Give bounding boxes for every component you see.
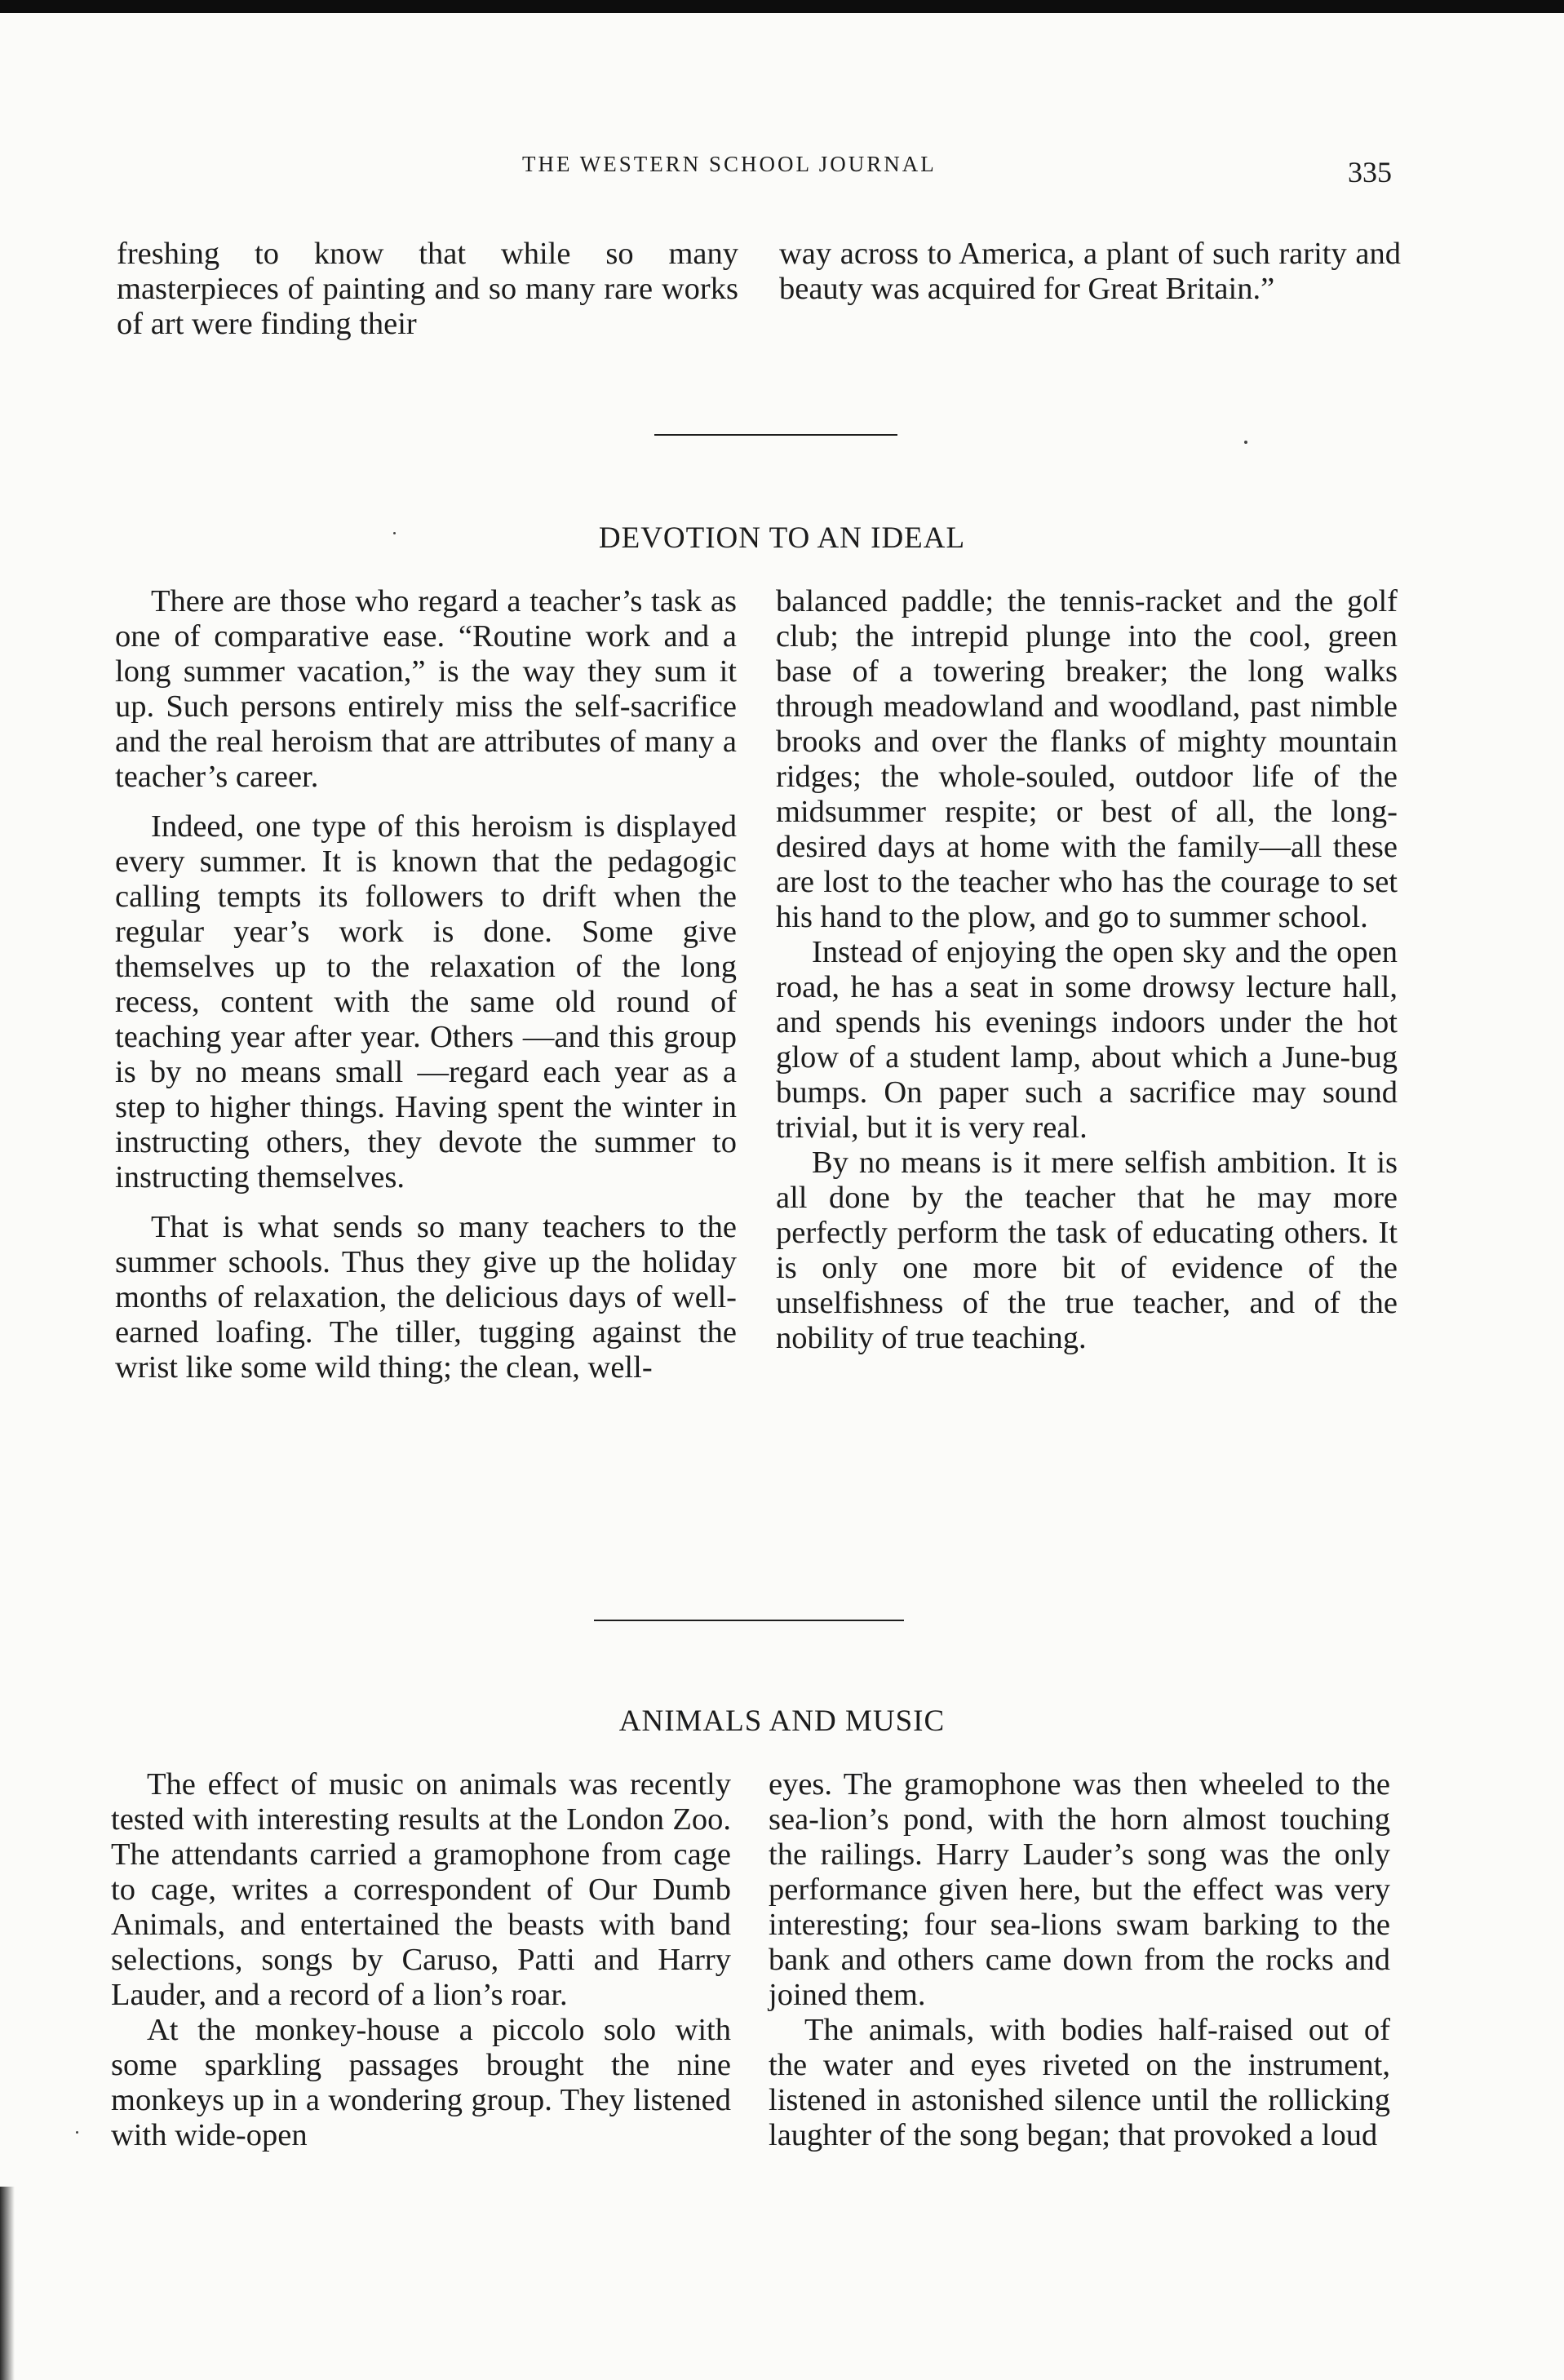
intro-left-column (117, 237, 738, 342)
devotion-paragraph: That is what sends so many teachers to the summer schools. Thus they give up the holiday months of relaxation, the delicious days of well-earned loafing. The tiller, tugging against the wrist like some wild thing; the clean, well- (115, 1210, 737, 1385)
section-divider (654, 434, 897, 436)
devotion-right-column (776, 584, 1398, 1356)
devotion-paragraph: There are those who regard a teacher’s task as one of comparative ease. “Routine work and a long summer vacation,” is the way they sum it up. Such persons entirely miss the self-sacrifice and the real heroism that are attributes of many a teacher’s career. (115, 584, 737, 794)
animals-heading: ANIMALS AND MUSIC (618, 1704, 946, 1738)
devotion-left-column (115, 584, 737, 1385)
intro-right-text: way across to America, a plant of such rarity and beauty was acquired for Great Britain.” (779, 237, 1401, 306)
animals-paragraph: At the monkey-house a piccolo solo with some sparkling passages brought the nine monkeys up in a wondering group. They listened with wide-open (111, 2013, 731, 2152)
devotion-paragraph: Instead of enjoying the open sky and the open road, he has a seat in some drowsy lecture hall, and spends his evenings indoors under the hot glow of a student lamp, about which a June-bug bumps. On paper such a sacrifice may sound trivial, but it is very real. (776, 935, 1398, 1145)
scan-top-border (0, 0, 1564, 13)
animals-left-column (111, 1767, 731, 2153)
scan-speck (1244, 441, 1247, 444)
animals-paragraph: The animals, with bodies half-raised out of the water and eyes riveted on the instrument, listened in astonished silence until the rollicking laughter of the song began; that provoked a loud (769, 2013, 1390, 2152)
devotion-heading: DEVOTION TO AN IDEAL (598, 521, 966, 555)
animals-paragraph: eyes. The gramophone was then wheeled to the sea-lion’s pond, with the horn almost touching the railings. Harry Lauder’s song was the only performance given here, but the effect was very interesting; four sea-lions swam barking to the bank and others came down from the rocks and joined them. (769, 1767, 1390, 2012)
devotion-paragraph: By no means is it mere selfish ambition. It is all done by the teacher that he may more perfectly perform the task of educating others. It is only one more bit of evidence of the unselfishness of the true teacher, and of the nobility of true teaching. (776, 1146, 1398, 1355)
intro-left-text: freshing to know that while so many masterpieces of painting and so many rare works of art were finding their (117, 237, 738, 341)
journal-title: THE WESTERN SCHOOL JOURNAL (522, 152, 937, 176)
scan-left-shadow (0, 2187, 15, 2380)
scan-speck (76, 2131, 78, 2134)
animals-paragraph: The effect of music on animals was recently tested with interesting results at the London Zoo. The attendants carried a gramophone from cage to cage, writes a correspondent of Our Dumb Animals, and entertained the beasts with band selections, songs by Caruso, Patti and Harry Lauder, and a record of a lion’s roar. (111, 1767, 731, 2012)
running-head (0, 144, 1564, 188)
devotion-paragraph: balanced paddle; the tennis-racket and the golf club; the intrepid plunge into the cool, green base of a towering breaker; the long walks through meadowland and woodland, past nimble brooks and over the flanks of mighty mountain ridges; the whole-souled, outdoor life of the midsummer respite; or best of all, the long-desired days at home with the family—all these are lost to the teacher who has the courage to set his hand to the plow, and go to summer school. (776, 584, 1398, 934)
intro-right-column (779, 237, 1401, 307)
section-divider (594, 1620, 904, 1621)
animals-right-column (769, 1767, 1390, 2153)
page-number: 335 (1348, 156, 1392, 188)
devotion-paragraph: Indeed, one type of this heroism is displayed every summer. It is known that the pedagogic calling tempts its followers to drift when the regular year’s work is done. Some give themselves up to the relaxation of the long recess, content with the same old round of teaching year after year. Others —and this group is by no means small —regard each year as a step to higher things. Having spent the winter in instructing others, they devote the summer to instructing themselves. (115, 809, 737, 1194)
